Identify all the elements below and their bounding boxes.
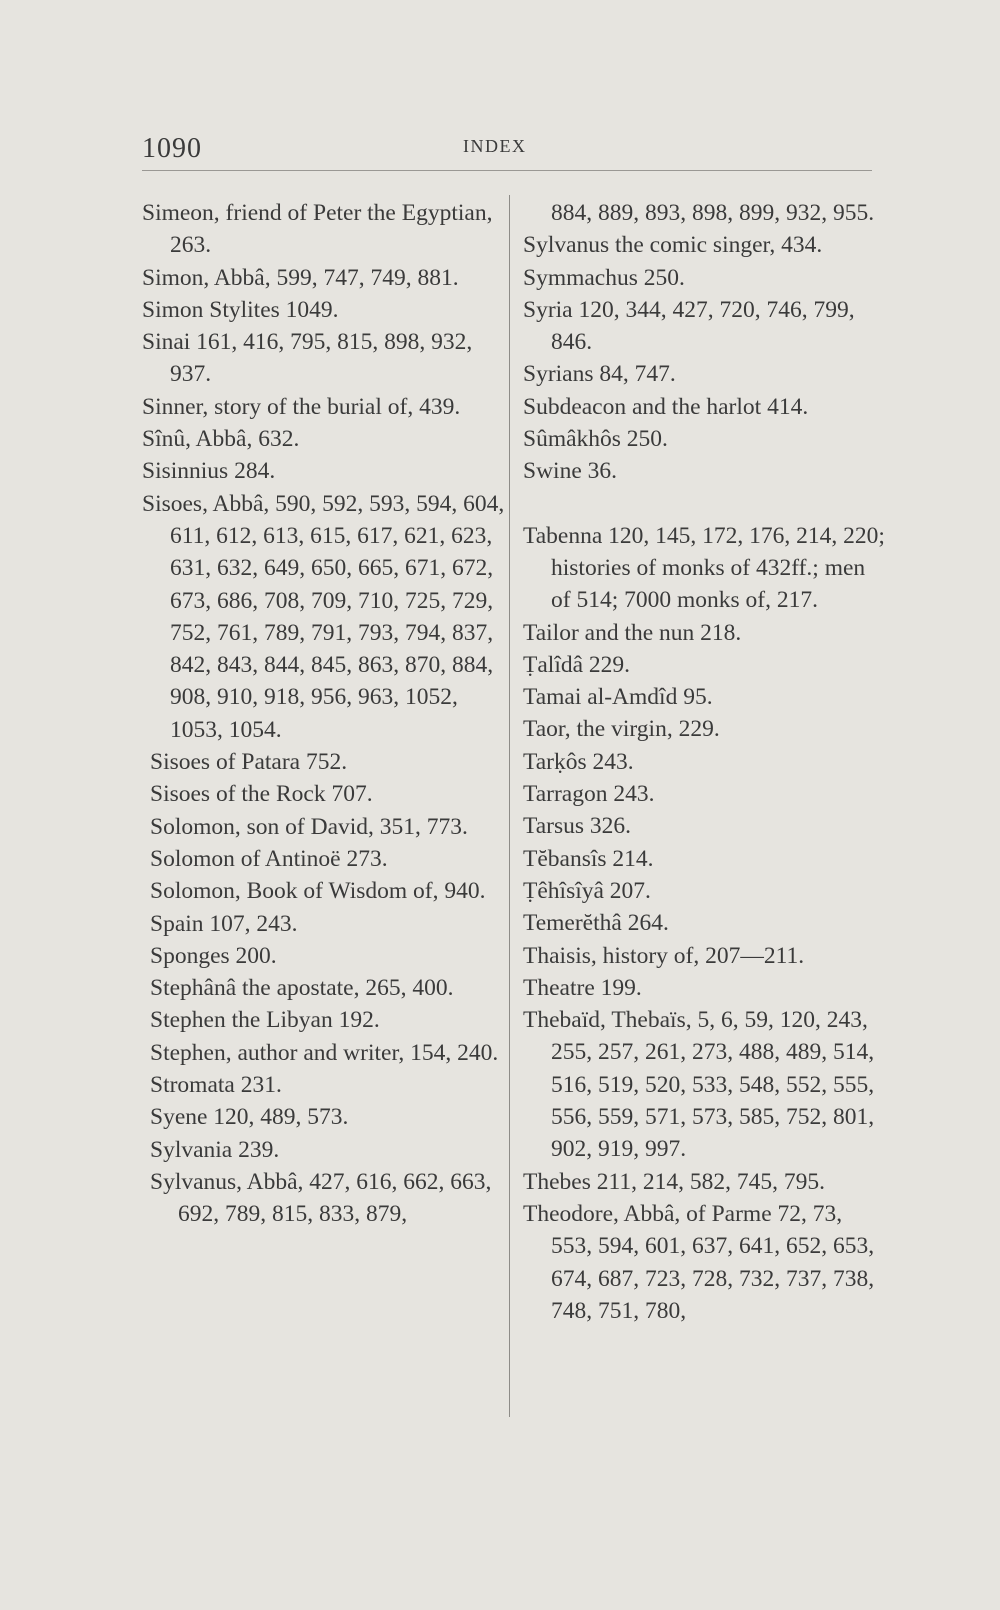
index-entry: Symmachus 250.: [523, 264, 685, 291]
index-entry: Tabenna 120, 145, 172, 176, 214, 220; histories of monks of 432ff.; men of 514; 7000 monks of, 217.: [523, 522, 885, 614]
index-entry: Subdeacon and the harlot 414.: [523, 393, 809, 420]
index-entry: Simeon, friend of Peter the Egyptian, 263.: [142, 200, 493, 259]
index-entry: Swine 36.: [523, 458, 617, 485]
index-entry: Sisoes of Patara 752.: [150, 749, 348, 776]
index-entry: Thebaïd, Thebaïs, 5, 6, 59, 120, 243, 255, 257, 261, 273, 488, 489, 514, 516, 519, 520, 533, 548, 552, 555, 556, 559, 571, 573, 585, 752, 801, 902, 919, 997.: [523, 1007, 875, 1163]
index-entry: Sinner, story of the burial of, 439.: [142, 393, 461, 420]
index-entry: Thaisis, history of, 207—211.: [523, 942, 805, 969]
header-rule: [142, 170, 872, 171]
index-entry: Tarḳôs 243.: [523, 748, 634, 775]
index-entry: Sylvanus the comic singer, 434.: [523, 232, 823, 259]
index-entry: Theatre 199.: [523, 974, 642, 1001]
index-entry: Ṭalîdâ 229.: [523, 651, 631, 678]
index-entry: Syene 120, 489, 573.: [150, 1104, 349, 1131]
page-number: 1090: [142, 133, 202, 164]
index-entry: Spain 107, 243.: [150, 910, 298, 937]
index-entry: Ṭêhîsîyâ 207.: [523, 877, 651, 904]
index-entry: Sûmâkhôs 250.: [523, 426, 668, 453]
index-entry: Sisoes, Abbâ, 590, 592, 593, 594, 604, 611, 612, 613, 615, 617, 621, 623, 631, 632, 649, 650, 665, 671, 672, 673, 686, 708, 709, 710, 725, 729, 752, 761, 789, 791, 793, 794, 837, 842, 843, 844, 845, 863, 870, 884, 908, 910, 918, 956, 963, 1052, 1053, 1054.: [142, 490, 505, 743]
index-entry: Simon Stylites 1049.: [142, 296, 339, 323]
running-head: INDEX: [463, 136, 527, 156]
index-entry: Sinai 161, 416, 795, 815, 898, 932, 937.: [142, 329, 473, 388]
index-entry: Syria 120, 344, 427, 720, 746, 799, 846.: [523, 296, 855, 356]
index-entry: Tailor and the nun 218.: [523, 619, 742, 646]
index-column-left: [142, 197, 512, 1231]
index-entry: Tarragon 243.: [523, 781, 655, 808]
index-entry: Taor, the virgin, 229.: [523, 716, 720, 743]
index-entry: Tĕbansîs 214.: [523, 845, 654, 872]
index-entry: Temerĕthâ 264.: [523, 910, 669, 937]
index-entry: Sylvanus, Abbâ, 427, 616, 662, 663, 692, 789, 815, 833, 879,: [150, 1168, 492, 1228]
index-entry: Thebes 211, 214, 582, 745, 795.: [523, 1168, 825, 1195]
index-entry: Stephânâ the apostate, 265, 400.: [150, 975, 454, 1002]
index-column-right: [523, 197, 888, 1327]
index-entry-continuation: 884, 889, 893, 898, 899, 932, 955.: [551, 200, 875, 226]
index-entry: Syrians 84, 747.: [523, 361, 676, 388]
index-entry: Tarsus 326.: [523, 813, 632, 840]
index-entry: Stephen, author and writer, 154, 240.: [150, 1039, 499, 1066]
index-entry: Tamai al-Amdîd 95.: [523, 684, 713, 711]
index-entry: Sponges 200.: [150, 942, 277, 969]
index-entry: Stephen the Libyan 192.: [150, 1007, 380, 1034]
index-entry: Sisinnius 284.: [142, 458, 276, 485]
section-gap: [523, 488, 888, 520]
index-entry: Simon, Abbâ, 599, 747, 749, 881.: [142, 264, 459, 291]
index-entry: Solomon, son of David, 351, 773.: [150, 813, 468, 840]
index-entry: Theodore, Abbâ, of Parme 72, 73, 553, 594, 601, 637, 641, 652, 653, 674, 687, 723, 728, 732, 737, 738, 748, 751, 780,: [523, 1200, 875, 1324]
index-entry: Sînû, Abbâ, 632.: [142, 426, 300, 453]
index-entry: Solomon, Book of Wisdom of, 940.: [150, 878, 486, 905]
index-entry: Stromata 231.: [150, 1072, 282, 1099]
index-entry: Sisoes of the Rock 707.: [150, 781, 373, 808]
index-entry: Sylvania 239.: [150, 1136, 280, 1163]
index-entry: Solomon of Antinoë 273.: [150, 845, 388, 872]
